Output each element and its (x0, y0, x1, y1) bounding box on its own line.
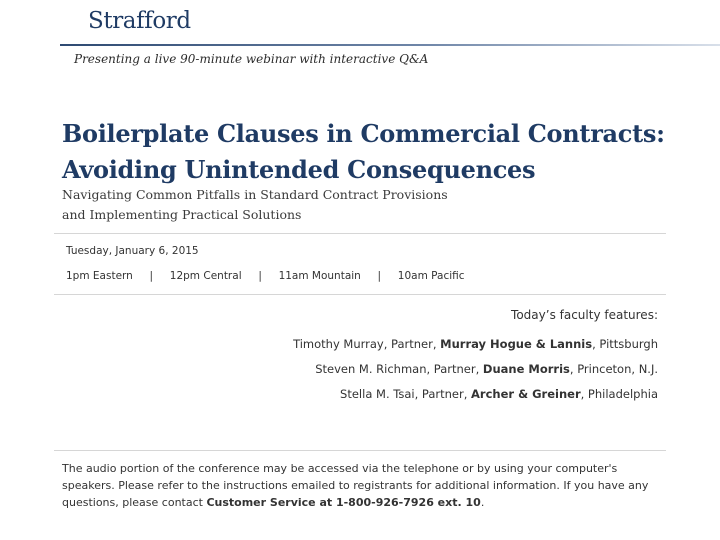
faculty-heading: Today’s faculty features: (511, 308, 658, 322)
faculty-location: , Pittsburgh (592, 337, 658, 351)
subtitle-line-1: Navigating Common Pitfalls in Standard Contract Provisions (62, 187, 448, 202)
faculty-member (293, 334, 658, 359)
tagline: Presenting a live 90-minute webinar with interactive Q&A (74, 52, 429, 66)
time-eastern: 1pm Eastern (66, 270, 133, 282)
strafford-logo: Strafford (88, 8, 191, 34)
footer-text: The audio portion of the conference may be accessed via the telephone or by using your computer's speakers. Please refer to the instructions emailed to registrants for additional information. If you have any questions, please contact (62, 462, 649, 509)
title-line-1: Boilerplate Clauses in Commercial Contracts: (62, 119, 665, 148)
divider-top (54, 233, 666, 234)
customer-service-contact: Customer Service at 1-800-926-7926 ext. 10 (206, 496, 481, 509)
webinar-date: Tuesday, January 6, 2015 (66, 245, 199, 257)
title-line-2: Avoiding Unintended Consequences (62, 155, 536, 184)
faculty-location: , Philadelphia (580, 387, 658, 401)
time-separator: | (258, 270, 262, 282)
faculty-name: Steven M. Richman, Partner, (315, 362, 483, 376)
footer-end: . (480, 496, 485, 509)
time-separator: | (377, 270, 382, 282)
faculty-list (293, 334, 658, 409)
faculty-location: , Princeton, N.J. (569, 362, 658, 376)
faculty-firm: Duane Morris (482, 362, 570, 376)
time-mountain: 11am Mountain (278, 270, 361, 282)
divider-bottom (54, 450, 666, 451)
audio-instructions (62, 460, 658, 511)
time-pacific: 10am Pacific (397, 270, 465, 282)
subtitle-line-2: and Implementing Practical Solutions (62, 207, 302, 222)
faculty-name: Stella M. Tsai, Partner, (340, 387, 472, 401)
faculty-member (293, 384, 658, 409)
header-divider (60, 44, 720, 46)
faculty-firm: Murray Hogue & Lannis (440, 337, 593, 351)
time-separator: | (149, 270, 154, 282)
webinar-subtitle (62, 185, 662, 225)
faculty-firm: Archer & Greiner (471, 387, 581, 401)
time-central: 12pm Central (169, 270, 242, 282)
webinar-title (62, 116, 702, 188)
webinar-times (66, 270, 465, 282)
faculty-member (293, 359, 658, 384)
divider-middle (54, 294, 666, 295)
faculty-name: Timothy Murray, Partner, (293, 337, 441, 351)
